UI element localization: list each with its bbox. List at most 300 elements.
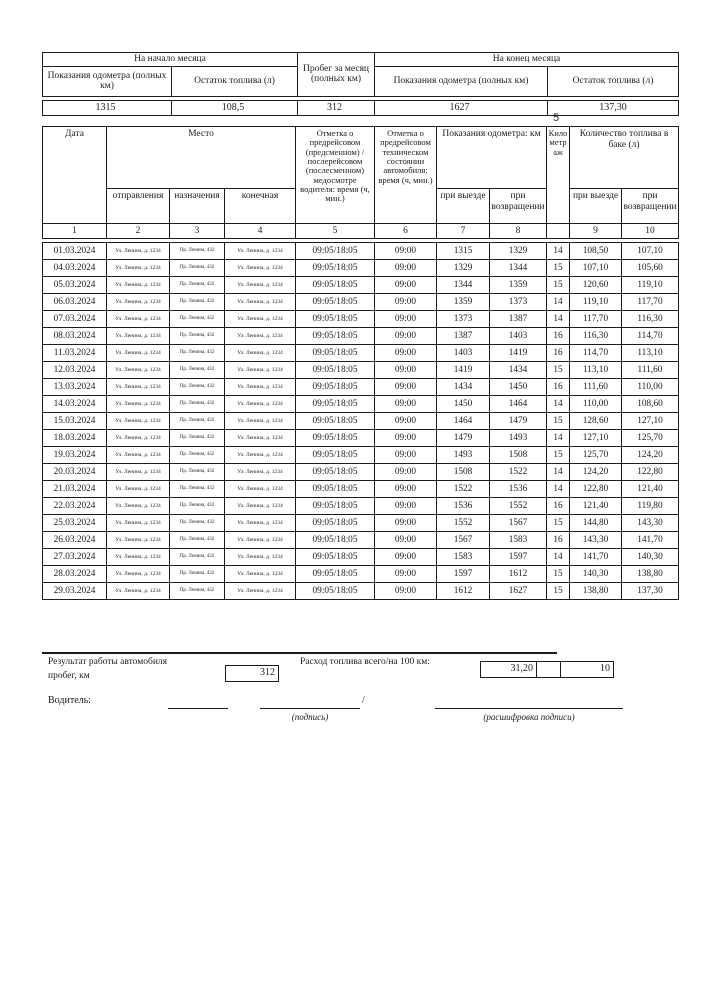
cell-med-time: 09:05/18:05	[296, 345, 375, 362]
cell-place-final: Ул. Ленина, д. 1234	[225, 447, 296, 464]
cell-fuel-in: 116,30	[622, 311, 679, 328]
end-fuel-value: 137,30	[548, 100, 679, 115]
cell-kilometrage: 16	[547, 532, 570, 549]
cell-place-final: Ул. Ленина, д. 1234	[225, 498, 296, 515]
mileage-label: пробег, км	[48, 671, 90, 681]
cell-place-departure: Ул. Ленина, д. 1234	[107, 515, 170, 532]
cell-kilometrage: 15	[547, 260, 570, 277]
table-row	[43, 260, 679, 277]
journal-section	[42, 126, 679, 600]
table-row	[43, 498, 679, 515]
table-row	[43, 396, 679, 413]
page-number: 5	[552, 112, 560, 124]
cell-kilometrage: 16	[547, 345, 570, 362]
cell-odometer-out: 1450	[437, 396, 490, 413]
cell-odometer-in: 1450	[490, 379, 547, 396]
cell-odometer-out: 1344	[437, 277, 490, 294]
cell-place-final: Ул. Ленина, д. 1234	[225, 413, 296, 430]
cell-tech-time: 09:00	[375, 498, 437, 515]
table-row	[43, 430, 679, 447]
cell-place-departure: Ул. Ленина, д. 1234	[107, 583, 170, 600]
cell-place-final: Ул. Ленина, д. 1234	[225, 549, 296, 566]
table-row	[43, 413, 679, 430]
cell-place-destination: Пр. Ленина, 432	[170, 566, 225, 583]
column-number-cell: 8	[490, 224, 547, 239]
cell-place-destination: Пр. Ленина, 432	[170, 583, 225, 600]
cell-odometer-out: 1373	[437, 311, 490, 328]
date-header: Дата	[43, 127, 107, 224]
cell-place-destination: Пр. Ленина, 432	[170, 277, 225, 294]
cell-fuel-out: 108,50	[570, 243, 622, 260]
cell-odometer-in: 1583	[490, 532, 547, 549]
cell-place-departure: Ул. Ленина, д. 1234	[107, 464, 170, 481]
table-row	[43, 294, 679, 311]
cell-place-final: Ул. Ленина, д. 1234	[225, 294, 296, 311]
cell-odometer-in: 1373	[490, 294, 547, 311]
cell-tech-time: 09:00	[375, 345, 437, 362]
driver-blank-line	[168, 708, 228, 709]
cell-odometer-in: 1522	[490, 464, 547, 481]
cell-kilometrage: 16	[547, 379, 570, 396]
signature-line	[260, 708, 360, 709]
cell-odometer-in: 1536	[490, 481, 547, 498]
cell-place-destination: Пр. Ленина, 432	[170, 396, 225, 413]
table-row	[43, 362, 679, 379]
journal-body-rows	[43, 243, 679, 600]
start-fuel-value: 108,5	[172, 100, 298, 115]
cell-tech-time: 09:00	[375, 566, 437, 583]
column-number-cell: 9	[570, 224, 622, 239]
cell-place-final: Ул. Ленина, д. 1234	[225, 243, 296, 260]
fuel-per100-value-box: 10	[560, 661, 614, 678]
cell-fuel-in: 113,10	[622, 345, 679, 362]
cell-place-departure: Ул. Ленина, д. 1234	[107, 447, 170, 464]
cell-place-final: Ул. Ленина, д. 1234	[225, 311, 296, 328]
column-number-cell: 5	[296, 224, 375, 239]
cell-kilometrage: 14	[547, 464, 570, 481]
cell-fuel-out: 114,70	[570, 345, 622, 362]
cell-med-time: 09:05/18:05	[296, 413, 375, 430]
cell-fuel-out: 141,70	[570, 549, 622, 566]
cell-fuel-out: 120,60	[570, 277, 622, 294]
summary-end-month-header: На конец месяца	[375, 53, 679, 67]
cell-odometer-out: 1359	[437, 294, 490, 311]
cell-odometer-in: 1387	[490, 311, 547, 328]
cell-tech-time: 09:00	[375, 311, 437, 328]
cell-med-time: 09:05/18:05	[296, 362, 375, 379]
odometer-return-header: при возвращении	[490, 189, 547, 224]
cell-place-departure: Ул. Ленина, д. 1234	[107, 243, 170, 260]
result-label: Результат работы автомобиля	[48, 657, 168, 667]
cell-kilometrage: 14	[547, 243, 570, 260]
summary-mileage-header: Пробег за месяц (полных км)	[298, 53, 375, 97]
table-row	[43, 532, 679, 549]
cell-place-departure: Ул. Ленина, д. 1234	[107, 481, 170, 498]
cell-med-time: 09:05/18:05	[296, 294, 375, 311]
cell-place-final: Ул. Ленина, д. 1234	[225, 396, 296, 413]
cell-place-destination: Пр. Ленина, 432	[170, 447, 225, 464]
cell-place-destination: Пр. Ленина, 432	[170, 345, 225, 362]
cell-med-time: 09:05/18:05	[296, 243, 375, 260]
cell-tech-time: 09:00	[375, 396, 437, 413]
cell-kilometrage: 14	[547, 430, 570, 447]
cell-odometer-out: 1419	[437, 362, 490, 379]
place-destination-header: назначения	[170, 189, 225, 224]
cell-med-time: 09:05/18:05	[296, 464, 375, 481]
place-final-header: конечная	[225, 189, 296, 224]
cell-fuel-in: 127,10	[622, 413, 679, 430]
start-odometer-value: 1315	[43, 100, 172, 115]
cell-fuel-out: 128,60	[570, 413, 622, 430]
cell-fuel-out: 124,20	[570, 464, 622, 481]
cell-odometer-out: 1387	[437, 328, 490, 345]
cell-kilometrage: 15	[547, 566, 570, 583]
cell-kilometrage: 15	[547, 515, 570, 532]
cell-date: 15.03.2024	[43, 413, 107, 430]
cell-place-destination: Пр. Ленина, 432	[170, 328, 225, 345]
cell-place-final: Ул. Ленина, д. 1234	[225, 464, 296, 481]
cell-fuel-in: 125,70	[622, 430, 679, 447]
driver-label: Водитель:	[48, 695, 91, 706]
cell-kilometrage: 14	[547, 549, 570, 566]
table-row	[43, 464, 679, 481]
fuel-return-header: при возвращении	[622, 189, 679, 224]
cell-date: 08.03.2024	[43, 328, 107, 345]
summary-start-month-header: На начало месяца	[43, 53, 298, 67]
cell-date: 07.03.2024	[43, 311, 107, 328]
cell-place-destination: Пр. Ленина, 432	[170, 362, 225, 379]
cell-kilometrage: 15	[547, 362, 570, 379]
cell-date: 20.03.2024	[43, 464, 107, 481]
cell-tech-time: 09:00	[375, 464, 437, 481]
cell-place-destination: Пр. Ленина, 432	[170, 498, 225, 515]
cell-odometer-out: 1329	[437, 260, 490, 277]
cell-med-time: 09:05/18:05	[296, 515, 375, 532]
summary-end-odometer-header: Показания одометра (полных км)	[375, 66, 548, 96]
cell-place-final: Ул. Ленина, д. 1234	[225, 362, 296, 379]
cell-fuel-in: 105,60	[622, 260, 679, 277]
cell-place-departure: Ул. Ленина, д. 1234	[107, 345, 170, 362]
cell-fuel-in: 117,70	[622, 294, 679, 311]
cell-kilometrage: 14	[547, 311, 570, 328]
cell-kilometrage: 15	[547, 447, 570, 464]
slash-separator: /	[362, 695, 365, 706]
cell-odometer-in: 1403	[490, 328, 547, 345]
cell-tech-time: 09:00	[375, 430, 437, 447]
cell-med-time: 09:05/18:05	[296, 532, 375, 549]
summary-end-fuel-header: Остаток топлива (л)	[548, 66, 679, 96]
cell-tech-time: 09:00	[375, 277, 437, 294]
cell-odometer-in: 1329	[490, 243, 547, 260]
cell-date: 22.03.2024	[43, 498, 107, 515]
cell-med-time: 09:05/18:05	[296, 328, 375, 345]
cell-fuel-out: 113,10	[570, 362, 622, 379]
cell-odometer-in: 1344	[490, 260, 547, 277]
table-row	[43, 583, 679, 600]
table-row	[43, 549, 679, 566]
cell-place-departure: Ул. Ленина, д. 1234	[107, 294, 170, 311]
cell-odometer-out: 1508	[437, 464, 490, 481]
journal-data-table	[42, 242, 679, 600]
cell-fuel-out: 140,30	[570, 566, 622, 583]
table-row	[43, 515, 679, 532]
cell-odometer-out: 1522	[437, 481, 490, 498]
signature-caption: (подпись)	[291, 712, 329, 722]
cell-fuel-in: 137,30	[622, 583, 679, 600]
cell-med-time: 09:05/18:05	[296, 583, 375, 600]
cell-odometer-in: 1359	[490, 277, 547, 294]
cell-date: 27.03.2024	[43, 549, 107, 566]
footer-divider	[42, 652, 557, 654]
cell-fuel-out: 110,00	[570, 396, 622, 413]
cell-place-destination: Пр. Ленина, 432	[170, 515, 225, 532]
cell-odometer-in: 1508	[490, 447, 547, 464]
cell-fuel-out: 111,60	[570, 379, 622, 396]
cell-tech-time: 09:00	[375, 413, 437, 430]
table-row	[43, 328, 679, 345]
cell-fuel-out: 143,30	[570, 532, 622, 549]
cell-place-destination: Пр. Ленина, 432	[170, 260, 225, 277]
cell-place-final: Ул. Ленина, д. 1234	[225, 481, 296, 498]
cell-odometer-in: 1419	[490, 345, 547, 362]
cell-tech-time: 09:00	[375, 362, 437, 379]
cell-tech-time: 09:00	[375, 379, 437, 396]
cell-place-final: Ул. Ленина, д. 1234	[225, 328, 296, 345]
cell-fuel-in: 143,30	[622, 515, 679, 532]
cell-place-departure: Ул. Ленина, д. 1234	[107, 430, 170, 447]
cell-kilometrage: 16	[547, 498, 570, 515]
cell-place-destination: Пр. Ленина, 432	[170, 549, 225, 566]
month-mileage-value: 312	[298, 100, 375, 115]
cell-place-destination: Пр. Ленина, 432	[170, 294, 225, 311]
mileage-value-box: 312	[225, 665, 279, 682]
fuel-out-header: при выезде	[570, 189, 622, 224]
cell-place-departure: Ул. Ленина, д. 1234	[107, 277, 170, 294]
cell-place-destination: Пр. Ленина, 432	[170, 379, 225, 396]
cell-place-destination: Пр. Ленина, 432	[170, 413, 225, 430]
kilometrage-header: Километраж	[547, 127, 570, 224]
signature-decode-caption: (расшифровка подписи)	[483, 712, 575, 722]
cell-tech-time: 09:00	[375, 294, 437, 311]
fuel-header: Количество топлива в баке (л)	[570, 127, 679, 189]
cell-kilometrage: 14	[547, 294, 570, 311]
journal-header-table	[42, 126, 679, 239]
cell-fuel-in: 141,70	[622, 532, 679, 549]
cell-odometer-out: 1583	[437, 549, 490, 566]
fuel-total-value-box: 31,20	[480, 661, 537, 678]
cell-date: 29.03.2024	[43, 583, 107, 600]
cell-date: 26.03.2024	[43, 532, 107, 549]
cell-date: 05.03.2024	[43, 277, 107, 294]
column-number-cell: 10	[622, 224, 679, 239]
cell-fuel-out: 138,80	[570, 583, 622, 600]
cell-place-departure: Ул. Ленина, д. 1234	[107, 260, 170, 277]
cell-kilometrage: 14	[547, 396, 570, 413]
cell-kilometrage: 15	[547, 583, 570, 600]
cell-date: 25.03.2024	[43, 515, 107, 532]
summary-section	[42, 52, 679, 116]
cell-odometer-out: 1479	[437, 430, 490, 447]
fuel-empty-box	[536, 661, 561, 678]
cell-fuel-in: 119,80	[622, 498, 679, 515]
cell-fuel-out: 116,30	[570, 328, 622, 345]
cell-place-final: Ул. Ленина, д. 1234	[225, 430, 296, 447]
table-row	[43, 311, 679, 328]
cell-fuel-in: 119,10	[622, 277, 679, 294]
cell-place-departure: Ул. Ленина, д. 1234	[107, 362, 170, 379]
cell-date: 01.03.2024	[43, 243, 107, 260]
cell-place-departure: Ул. Ленина, д. 1234	[107, 311, 170, 328]
tech-check-header: Отметка о предрейсовом техническом состоянии автомобиля: время (ч, мин.)	[375, 127, 437, 224]
cell-med-time: 09:05/18:05	[296, 481, 375, 498]
cell-odometer-in: 1434	[490, 362, 547, 379]
cell-place-final: Ул. Ленина, д. 1234	[225, 583, 296, 600]
cell-fuel-in: 111,60	[622, 362, 679, 379]
cell-med-time: 09:05/18:05	[296, 311, 375, 328]
cell-fuel-in: 122,80	[622, 464, 679, 481]
end-odometer-value: 1627	[375, 100, 548, 115]
cell-odometer-in: 1612	[490, 566, 547, 583]
cell-place-destination: Пр. Ленина, 432	[170, 243, 225, 260]
cell-place-departure: Ул. Ленина, д. 1234	[107, 413, 170, 430]
cell-date: 18.03.2024	[43, 430, 107, 447]
cell-fuel-out: 125,70	[570, 447, 622, 464]
cell-odometer-in: 1597	[490, 549, 547, 566]
cell-date: 13.03.2024	[43, 379, 107, 396]
cell-tech-time: 09:00	[375, 549, 437, 566]
cell-fuel-in: 124,20	[622, 447, 679, 464]
odometer-out-header: при выезде	[437, 189, 490, 224]
cell-fuel-in: 138,80	[622, 566, 679, 583]
cell-place-destination: Пр. Ленина, 432	[170, 430, 225, 447]
cell-place-final: Ул. Ленина, д. 1234	[225, 379, 296, 396]
cell-date: 14.03.2024	[43, 396, 107, 413]
column-number-cell: 3	[170, 224, 225, 239]
column-numbers-row	[43, 224, 679, 239]
cell-med-time: 09:05/18:05	[296, 277, 375, 294]
cell-fuel-out: 144,80	[570, 515, 622, 532]
cell-date: 21.03.2024	[43, 481, 107, 498]
summary-start-odometer-header: Показания одометра (полных км)	[43, 66, 172, 96]
cell-odometer-in: 1552	[490, 498, 547, 515]
cell-fuel-out: 107,10	[570, 260, 622, 277]
summary-header-table	[42, 52, 679, 97]
summary-start-fuel-header: Остаток топлива (л)	[172, 66, 298, 96]
cell-kilometrage: 14	[547, 481, 570, 498]
table-row	[43, 379, 679, 396]
table-row	[43, 447, 679, 464]
cell-med-time: 09:05/18:05	[296, 498, 375, 515]
cell-odometer-in: 1627	[490, 583, 547, 600]
cell-place-departure: Ул. Ленина, д. 1234	[107, 328, 170, 345]
signature-decode-line	[435, 708, 623, 709]
place-header: Место	[107, 127, 296, 189]
cell-odometer-out: 1612	[437, 583, 490, 600]
cell-place-destination: Пр. Ленина, 432	[170, 464, 225, 481]
cell-odometer-in: 1493	[490, 430, 547, 447]
column-number-cell: 2	[107, 224, 170, 239]
cell-fuel-in: 108,60	[622, 396, 679, 413]
cell-date: 19.03.2024	[43, 447, 107, 464]
med-check-header: Отметка о предрейсовом (предсменном) / послерейсовом (послесменном) медосмотре водителя: время (ч, мин.)	[296, 127, 375, 224]
cell-fuel-out: 127,10	[570, 430, 622, 447]
cell-tech-time: 09:00	[375, 481, 437, 498]
cell-fuel-in: 121,40	[622, 481, 679, 498]
fuel-consumption-label: Расход топлива всего/на 100 км:	[300, 657, 430, 667]
cell-med-time: 09:05/18:05	[296, 396, 375, 413]
cell-tech-time: 09:00	[375, 328, 437, 345]
cell-place-final: Ул. Ленина, д. 1234	[225, 345, 296, 362]
column-number-cell: 1	[43, 224, 107, 239]
column-number-cell: 7	[437, 224, 490, 239]
cell-kilometrage: 15	[547, 413, 570, 430]
cell-place-final: Ул. Ленина, д. 1234	[225, 260, 296, 277]
cell-med-time: 09:05/18:05	[296, 379, 375, 396]
cell-odometer-in: 1464	[490, 396, 547, 413]
cell-med-time: 09:05/18:05	[296, 260, 375, 277]
cell-tech-time: 09:00	[375, 532, 437, 549]
cell-kilometrage: 16	[547, 328, 570, 345]
cell-place-final: Ул. Ленина, д. 1234	[225, 277, 296, 294]
cell-tech-time: 09:00	[375, 260, 437, 277]
table-row	[43, 277, 679, 294]
cell-place-final: Ул. Ленина, д. 1234	[225, 566, 296, 583]
column-number-cell: 6	[375, 224, 437, 239]
cell-odometer-out: 1597	[437, 566, 490, 583]
cell-odometer-out: 1403	[437, 345, 490, 362]
summary-values-table	[42, 100, 679, 116]
cell-odometer-out: 1315	[437, 243, 490, 260]
cell-tech-time: 09:00	[375, 583, 437, 600]
table-row	[43, 345, 679, 362]
cell-fuel-out: 117,70	[570, 311, 622, 328]
cell-fuel-in: 107,10	[622, 243, 679, 260]
cell-med-time: 09:05/18:05	[296, 430, 375, 447]
cell-place-departure: Ул. Ленина, д. 1234	[107, 379, 170, 396]
cell-med-time: 09:05/18:05	[296, 566, 375, 583]
cell-date: 12.03.2024	[43, 362, 107, 379]
cell-place-destination: Пр. Ленина, 432	[170, 532, 225, 549]
cell-date: 28.03.2024	[43, 566, 107, 583]
cell-tech-time: 09:00	[375, 447, 437, 464]
place-departure-header: отправления	[107, 189, 170, 224]
cell-fuel-out: 121,40	[570, 498, 622, 515]
cell-place-departure: Ул. Ленина, д. 1234	[107, 549, 170, 566]
cell-odometer-out: 1552	[437, 515, 490, 532]
cell-place-destination: Пр. Ленина, 432	[170, 311, 225, 328]
cell-odometer-out: 1464	[437, 413, 490, 430]
cell-date: 06.03.2024	[43, 294, 107, 311]
cell-tech-time: 09:00	[375, 243, 437, 260]
cell-fuel-in: 110,00	[622, 379, 679, 396]
cell-place-departure: Ул. Ленина, д. 1234	[107, 498, 170, 515]
cell-fuel-out: 119,10	[570, 294, 622, 311]
cell-place-departure: Ул. Ленина, д. 1234	[107, 532, 170, 549]
cell-place-final: Ул. Ленина, д. 1234	[225, 515, 296, 532]
cell-place-departure: Ул. Ленина, д. 1234	[107, 566, 170, 583]
cell-odometer-in: 1567	[490, 515, 547, 532]
cell-odometer-out: 1493	[437, 447, 490, 464]
cell-kilometrage: 15	[547, 277, 570, 294]
cell-fuel-in: 114,70	[622, 328, 679, 345]
cell-med-time: 09:05/18:05	[296, 447, 375, 464]
column-number-cell: 4	[225, 224, 296, 239]
cell-tech-time: 09:00	[375, 515, 437, 532]
odometer-header: Показания одометра: км	[437, 127, 547, 189]
cell-odometer-out: 1567	[437, 532, 490, 549]
table-row	[43, 243, 679, 260]
column-number-cell	[547, 224, 570, 239]
